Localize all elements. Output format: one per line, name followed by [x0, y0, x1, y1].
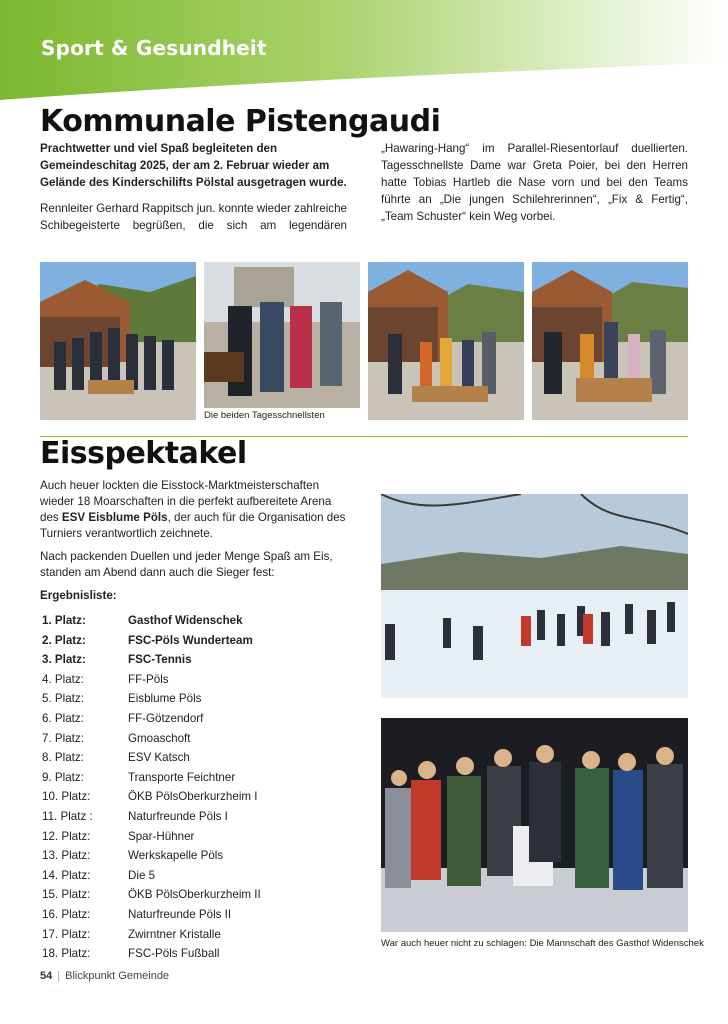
result-row [40, 846, 348, 866]
result-team: Naturfreunde Pöls I [128, 809, 228, 823]
result-place: 4. Platz: [42, 672, 84, 686]
result-place: 2. Platz: [42, 633, 86, 647]
result-row [40, 866, 348, 886]
article2-intro [40, 478, 348, 542]
result-team: Gmoaschoft [128, 731, 191, 745]
article-title-eisspektakel: Eisspektakel [40, 436, 247, 471]
photo-ice-rink [381, 494, 688, 698]
result-place: 8. Platz: [42, 751, 84, 765]
result-row [40, 689, 348, 709]
result-team: ÖKB PölsOberkurzheim II [128, 888, 261, 902]
result-place: 18. Platz: [42, 947, 91, 961]
section-banner [0, 0, 728, 100]
result-team: Gasthof Widenschek [128, 614, 243, 627]
article1-columns [40, 140, 688, 236]
result-team: Naturfreunde Pöls II [128, 907, 232, 921]
result-team: FF-Pöls [128, 672, 169, 686]
section-title: Sport & Gesundheit [41, 36, 267, 60]
result-row [40, 729, 348, 749]
result-team: Die 5 [128, 868, 156, 882]
result-place: 10. Platz: [42, 790, 91, 804]
result-place: 14. Platz: [42, 868, 91, 882]
result-place: 16. Platz: [42, 907, 91, 921]
result-team: FF-Götzendorf [128, 711, 204, 725]
result-place: 17. Platz: [42, 927, 91, 941]
photo-ski-group-2 [368, 262, 524, 420]
result-row [40, 670, 348, 690]
result-place: 1. Platz: [42, 614, 86, 627]
result-team: Werkskapelle Pöls [128, 849, 224, 863]
result-row [40, 748, 348, 768]
result-row [40, 631, 348, 651]
result-team: FSC-Tennis [128, 653, 192, 667]
photo-winning-team [381, 718, 688, 932]
result-team: Spar-Hühner [128, 829, 195, 843]
result-place: 11. Platz : [42, 809, 93, 823]
photo-ski-group-1 [40, 262, 196, 420]
result-row [40, 807, 348, 827]
results-title: Ergebnisliste: [40, 589, 117, 602]
club-name: ESV Eisblume Pöls [61, 511, 168, 524]
result-place: 15. Platz: [42, 888, 91, 902]
result-place: 13. Platz: [42, 849, 91, 863]
result-team: ÖKB PölsOberkurzheim I [128, 790, 258, 804]
result-place: 5. Platz: [42, 692, 84, 706]
article2-para2: Nach packenden Duellen und jeder Menge Spaß am Eis, standen am Abend dann auch die Sieger fest: [40, 550, 333, 579]
result-row [40, 611, 348, 631]
page-number: 54 [40, 970, 53, 982]
article1-lead-text: Prachtwetter und viel Spaß begleiteten den Gemeindeschitag 2025, der am 2. Februar wieder am Gelände des Kinderschilifts Pölstal ausgetragen wurde. [40, 142, 347, 189]
result-team: FSC-Pöls Wunderteam [128, 633, 253, 647]
results-list [40, 611, 348, 964]
result-row [40, 650, 348, 670]
result-row [40, 885, 348, 905]
caption-winning-team: War auch heuer nicht zu schlagen: Die Mannschaft des Gasthof Widenschek [381, 938, 704, 949]
intro-part-b: , der auch für die Organisation des Turniers verantwortlich zeichnete. [40, 511, 346, 540]
result-team: Transporte Feichtner [128, 770, 236, 784]
result-row [40, 768, 348, 788]
result-place: 9. Platz: [42, 770, 84, 784]
publication-name: Blickpunkt Gemeinde [65, 970, 170, 982]
article2-text [40, 478, 348, 964]
result-row [40, 905, 348, 925]
result-row [40, 787, 348, 807]
result-place: 3. Platz: [42, 653, 86, 667]
footer-separator: | [57, 970, 61, 982]
intro-part-a: Auch heuer lockten die Eisstock-Marktmeisterschaften wieder 18 Moarschaften in die perfekt aufbereitete Arena des [40, 479, 332, 524]
result-team: Eisblume Pöls [128, 692, 202, 706]
result-team: Zwirntner Kristalle [128, 927, 221, 941]
caption-fastest: Die beiden Tagesschnellsten [204, 410, 325, 421]
page-footer [40, 970, 169, 982]
result-place: 7. Platz: [42, 731, 84, 745]
result-place: 6. Platz: [42, 711, 84, 725]
result-place: 12. Platz: [42, 829, 91, 843]
result-row [40, 944, 348, 964]
photo-ski-group-3 [532, 262, 688, 420]
result-row [40, 709, 348, 729]
photo-fastest-skiers [204, 262, 360, 408]
article-title-pistengaudi: Kommunale Pistengaudi [40, 104, 441, 139]
result-row [40, 827, 348, 847]
result-team: FSC-Pöls Fußball [128, 947, 220, 961]
article1-body-text: Rennleiter Gerhard Rappitsch jun. konnte wieder zahlreiche Schibegeisterte begrüßen, die sich am legendären „Hawaring-Hang“ im Parallel-Riesentorlauf duellierten. Tagesschnellste Dame war Greta Poier, bei den Herren hatte Tobias Hartleb die Nase vorn und bei den Teams führte an „Die jungen Schilehrerinnen“, „Fix & Fertig“, „Team Schuster“ kein Weg vorbei. [40, 142, 688, 232]
result-team: ESV Katsch [128, 751, 190, 765]
result-row [40, 925, 348, 945]
